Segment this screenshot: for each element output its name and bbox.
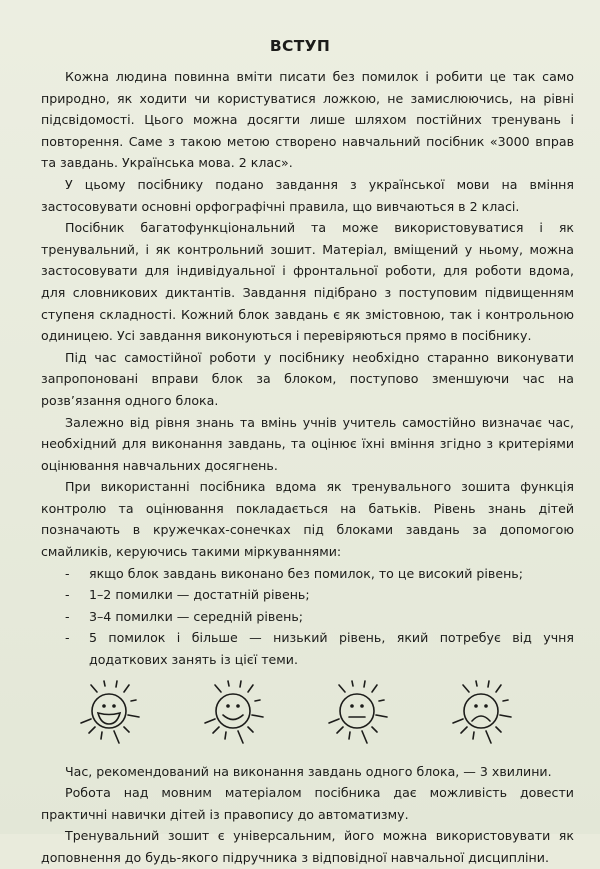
sun-neutral-icon bbox=[317, 673, 441, 761]
document-body bbox=[41, 66, 574, 869]
list-item bbox=[41, 627, 574, 670]
sun-smileys-row bbox=[69, 673, 574, 761]
sun-sad-icon bbox=[441, 673, 565, 761]
sun-big-smile-icon bbox=[69, 673, 193, 761]
list-item-text: 5 помилок і більше — низький рівень, який потребує від учня додаткових занять із цієї теми. bbox=[89, 630, 574, 668]
list-item-text: якщо блок завдань виконано без помилок, то це високий рівень; bbox=[89, 565, 523, 581]
list-dash: - bbox=[65, 587, 70, 603]
paragraph: У цьому посібнику подано завдання з української мови на вміння застосовувати основні орфографічні правила, що вивчаються в 2 класі. bbox=[41, 176, 574, 214]
levels-list bbox=[41, 563, 574, 671]
list-dash: - bbox=[65, 608, 70, 624]
paragraph: При використанні посібника вдома як тренувального зошита функція контролю та оцінювання покладається на батьків. Рівень знань дітей позначають в кружечках-сонечках під блоками завдань за допомогою смайликів, керуючись такими міркуваннями: bbox=[41, 479, 574, 560]
paragraph: Тренувальний зошит є універсальним, його можна використовувати як доповнення до будь-якого підручника з відповідної навчальної дисципліни. bbox=[41, 828, 574, 865]
paragraph: Кожна людина повинна вміти писати без помилок і робити це так само природно, як ходити чи користуватися ложкою, не замислюючись, на рівні підсвідомості. Цього можна досягти лише шляхом постійних тренувань і повторення. Саме з такою метою створено навчальний посібник «3000 вправ та завдань. Українська мова. 2 клас». bbox=[41, 69, 574, 171]
list-dash: - bbox=[65, 565, 70, 581]
list-item bbox=[41, 584, 574, 606]
list-item-text: 1–2 помилки — достатній рівень; bbox=[89, 587, 310, 603]
paragraph: Посібник багатофункціональний та може використовуватися і як тренувальний, і як контрольний зошит. Матеріал, вміщений у ньому, можна застосовувати для індивідуальної і фронтальної роботи, для роботи вдома, для словникових диктантів. Завдання підібрано з поступовим підвищенням ступеня складності. Кожний блок завдань є як змістовною, так і контрольною одиницею. Усі завдання виконуються і перевіряються прямо в посібнику. bbox=[41, 220, 574, 344]
list-dash: - bbox=[65, 630, 70, 646]
paragraph: Залежно від рівня знань та вмінь учнів учитель самостійно визначає час, необхідний для виконання завдань, та оцінює їхні вміння згідно з критеріями оцінювання навчальних досягнень. bbox=[41, 414, 574, 473]
sun-smile-icon bbox=[193, 673, 317, 761]
paragraph: Робота над мовним матеріалом посібника дає можливість довести практичні навички дітей із правопису до автоматизму. bbox=[41, 785, 574, 822]
paragraph: Під час самостійної роботи у посібнику необхідно старанно виконувати запропоновані вправи блок за блоком, поступово зменшуючи час на розв’язання одного блока. bbox=[41, 349, 574, 408]
paragraph: Час, рекомендований на виконання завдань одного блока, — 3 хвилини. bbox=[65, 763, 552, 779]
list-item bbox=[41, 563, 574, 585]
page-title: ВСТУП bbox=[269, 37, 331, 55]
list-item-text: 3–4 помилки — середній рівень; bbox=[89, 608, 303, 624]
list-item bbox=[41, 606, 574, 628]
